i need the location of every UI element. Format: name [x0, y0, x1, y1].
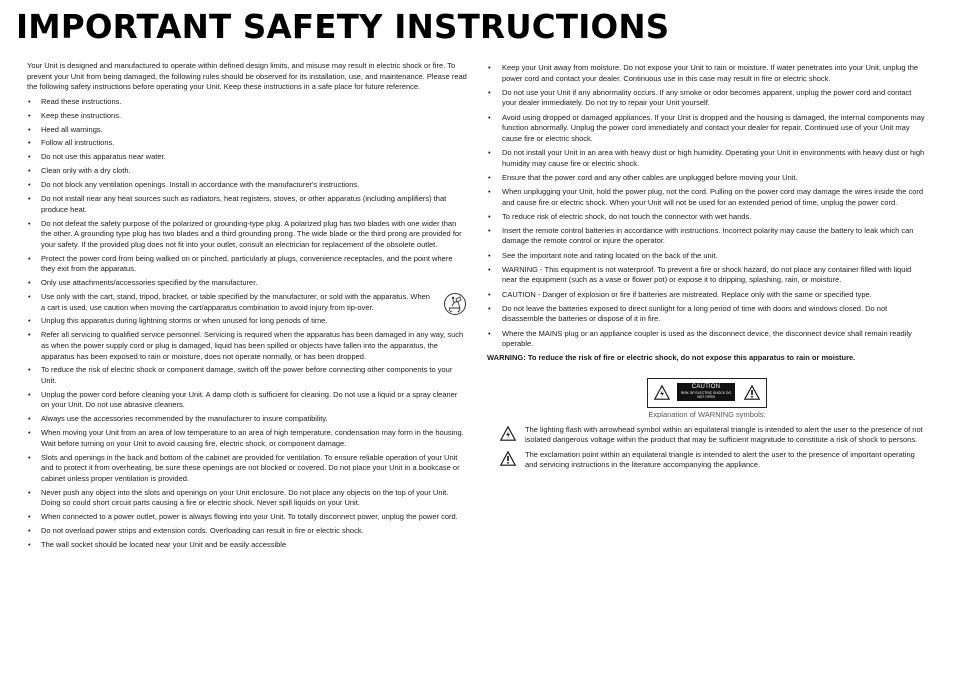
list-item: • Always use the accessories recommended by the manufacturer to insure compatibility. [27, 414, 467, 425]
caution-subtitle: RISK OF ELECTRIC SHOCK DO NOT OPEN [680, 390, 732, 399]
list-item: • Where the MAINS plug or an appliance coupler is used as the disconnect device, the disconnect device shall remain readily operable. [487, 329, 927, 350]
list-item: • To reduce the risk of electric shock or component damage, switch off the power before connecting other components to your Unit. [27, 365, 467, 386]
list-item: • Keep these instructions. [27, 111, 467, 122]
list-item: • When unplugging your Unit, hold the power plug, not the cord. Pulling on the power cord may damage the wires inside the cord and cause fire or electric shock. When your Unit will not be used for an extended period of time, unplug the power cord. [487, 187, 927, 208]
caution-label [647, 378, 767, 408]
list-item: • Do not install near any heat sources such as radiators, heat registers, stoves, or other apparatus (including amplifiers) that produce heat. [27, 194, 467, 215]
left-instruction-list [27, 97, 467, 551]
list-item: • When connected to a power outlet, power is always flowing into your Unit. To totally disconnect power, unplug the power cord. [27, 512, 467, 523]
caution-label-inner [677, 383, 735, 401]
list-item: • WARNING - This equipment is not waterproof. To prevent a fire or shock hazard, do not place any container filled with liquid near the equipment (such as a vase or flower pot) or expose it to dripping, splashing, rain, or moisture. [487, 265, 927, 286]
exclamation-triangle-icon [744, 385, 760, 400]
list-item: • Slots and openings in the back and bottom of the cabinet are provided for ventilation. To ensure reliable operation of your Unit and to protect it from overheating, be sure these openings are not blocked or covered. Do not place your Unit in a bookcase or cabinet unless proper ventilation is provided. [27, 453, 467, 485]
explanation-heading: Explanation of WARNING symbols: [648, 409, 766, 419]
list-item: • Clean only with a dry cloth. [27, 166, 467, 177]
list-item: • The wall socket should be located near your Unit and be easily accessible [27, 540, 467, 551]
list-item: • Do not defeat the safety purpose of the polarized or grounding-type plug. A polarized plug has two blades with one wider than the other. A grounding type plug has two blades and a third grounding prong. The wide blade or the third prong are provided for your safety. If the provided plug does not fit into your outlet, consult an electrician for replacement of the obsolete outlet. [27, 219, 467, 251]
list-item: • Keep your Unit away from moisture. Do not expose your Unit to rain or moisture. If water penetrates into your Unit, unplug the power cord and contact your dealer. Continuous use in this case may result in fire or electric shock. [487, 63, 927, 84]
list-item: • Refer all servicing to qualified service personnel. Servicing is required when the apparatus has been damaged in any way, such as when the power supply cord or plug is damaged, liquid has been spilled or objects have fallen into the apparatus, the apparatus has been exposed to rain or moisture, does not operate normally, or has been dropped. [27, 330, 467, 362]
intro-paragraph: Your Unit is designed and manufactured to operate within defined design limits, and misuse may result in electric shock or fire. To prevent your Unit from being damaged, the following rules should be observed for its installation, use, and maintenance. Please read the following safety instructions before operating your Unit. Keep these instructions in a safe place for future reference. [27, 61, 467, 92]
list-item: • CAUTION - Danger of explosion or fire if batteries are mistreated. Replace only with the same or specified type. [487, 290, 927, 301]
right-instruction-list [487, 63, 927, 350]
list-item: • Follow all instructions. [27, 138, 467, 149]
list-item: • Heed all warnings. [27, 125, 467, 136]
list-item: • Unplug this apparatus during lightning storms or when unused for long periods of time. [27, 316, 467, 327]
rain-moisture-warning: WARNING: To reduce the risk of fire or electric shock, do not expose this apparatus to rain or moisture. [487, 353, 856, 363]
list-item: • Avoid using dropped or damaged appliances. If your Unit is dropped and the housing is damaged, the internal components may function abnormally. Unplug the power cord immediately and contact your dealer for repair. Continued use of your Unit may cause fire or electric shock. [487, 113, 927, 145]
exclamation-triangle-icon [500, 451, 516, 466]
list-item: • Do not leave the batteries exposed to direct sunlight for a long period of time with doors and windows closed. Do not disassemble the batteries or dispose of it in fire. [487, 304, 927, 325]
exclamation-symbol-description: The exclamation point within an equilateral triangle is intended to alert the user to the presence of important operating and servicing instructions in the literature accompanying the appliance. [525, 449, 915, 470]
list-item: • Protect the power cord from being walked on or pinched, particularly at plugs, convenience receptacles, and the point where they exit from the apparatus. [27, 254, 467, 275]
list-item: • See the important note and rating located on the back of the unit. [487, 251, 927, 262]
list-item: • To reduce risk of electric shock, do not touch the connector with wet hands. [487, 212, 927, 223]
lightning-triangle-icon [654, 385, 670, 400]
cart-tip-over-icon [443, 292, 467, 316]
caution-title: CAUTION [691, 383, 721, 390]
list-item: • Ensure that the power cord and any other cables are unplugged before moving your Unit. [487, 173, 927, 184]
list-item: • Insert the remote control batteries in accordance with instructions. Incorrect polarity may cause the battery to leak which can damage the remote control or injure the operator. [487, 226, 927, 247]
list-item: • When moving your Unit from an area of low temperature to an area of high temperature, condensation may form in the housing. Wait before turning on your Unit to avoid causing fire, electric shock, or component damage. [27, 428, 467, 449]
page-title: IMPORTANT SAFETY INSTRUCTIONS [16, 8, 670, 46]
list-item: • Only use attachments/accessories specified by the manufacturer. [27, 278, 467, 289]
list-item: • Do not overload power strips and extension cords. Overloading can result in fire or electric shock. [27, 526, 467, 537]
cart-warning-text: • Use only with the cart, stand, tripod, bracket, or table specified by the manufacturer, or sold with the apparatus. When a cart is used, use caution when moving the cart/apparatus combination to avoid injury from tip-over. [41, 291, 430, 312]
list-item: • Never push any object into the slots and openings on your Unit enclosure. Do not place any objects on the top of your Unit. Doing so could short circuit parts causing a fire or electric shock. Never spill liquids on your Unit. [27, 488, 467, 509]
list-item: • Do not block any ventilation openings. Install in accordance with the manufacturer's instructions. [27, 180, 467, 191]
list-item: • Do not use your Unit if any abnormality occurs. If any smoke or odor becomes apparent, unplug the power cord and contact your dealer immediately. Do not try to repair your Unit yourself. [487, 88, 927, 109]
symbol-row-lightning [487, 425, 927, 446]
list-item: • Do not install your Unit in an area with heavy dust or high humidity. Operating your Unit in environments with heavy dust or high humidity may cause fire or electric shock. [487, 148, 927, 169]
right-column [487, 63, 927, 471]
lightning-symbol-description: The lighting flash with arrowhead symbol within an equilateral triangle is intended to alert the user to the presence of not isolated dangerous voltage within the product that may be sufficient magnitude to constitute a risk of shock to persons. [525, 424, 923, 445]
list-item: • Do not use this apparatus near water. [27, 152, 467, 163]
left-column [27, 61, 467, 554]
list-item: • Unplug the power cord before cleaning your Unit. A damp cloth is sufficient for cleaning. Do not use a liquid or a spray cleaner on your Unit. Do not use abrasive cleaners. [27, 390, 467, 411]
list-item-cart [27, 292, 467, 313]
symbol-row-exclamation [487, 450, 927, 471]
list-item: • Read these instructions. [27, 97, 467, 108]
lightning-triangle-icon [500, 426, 516, 441]
